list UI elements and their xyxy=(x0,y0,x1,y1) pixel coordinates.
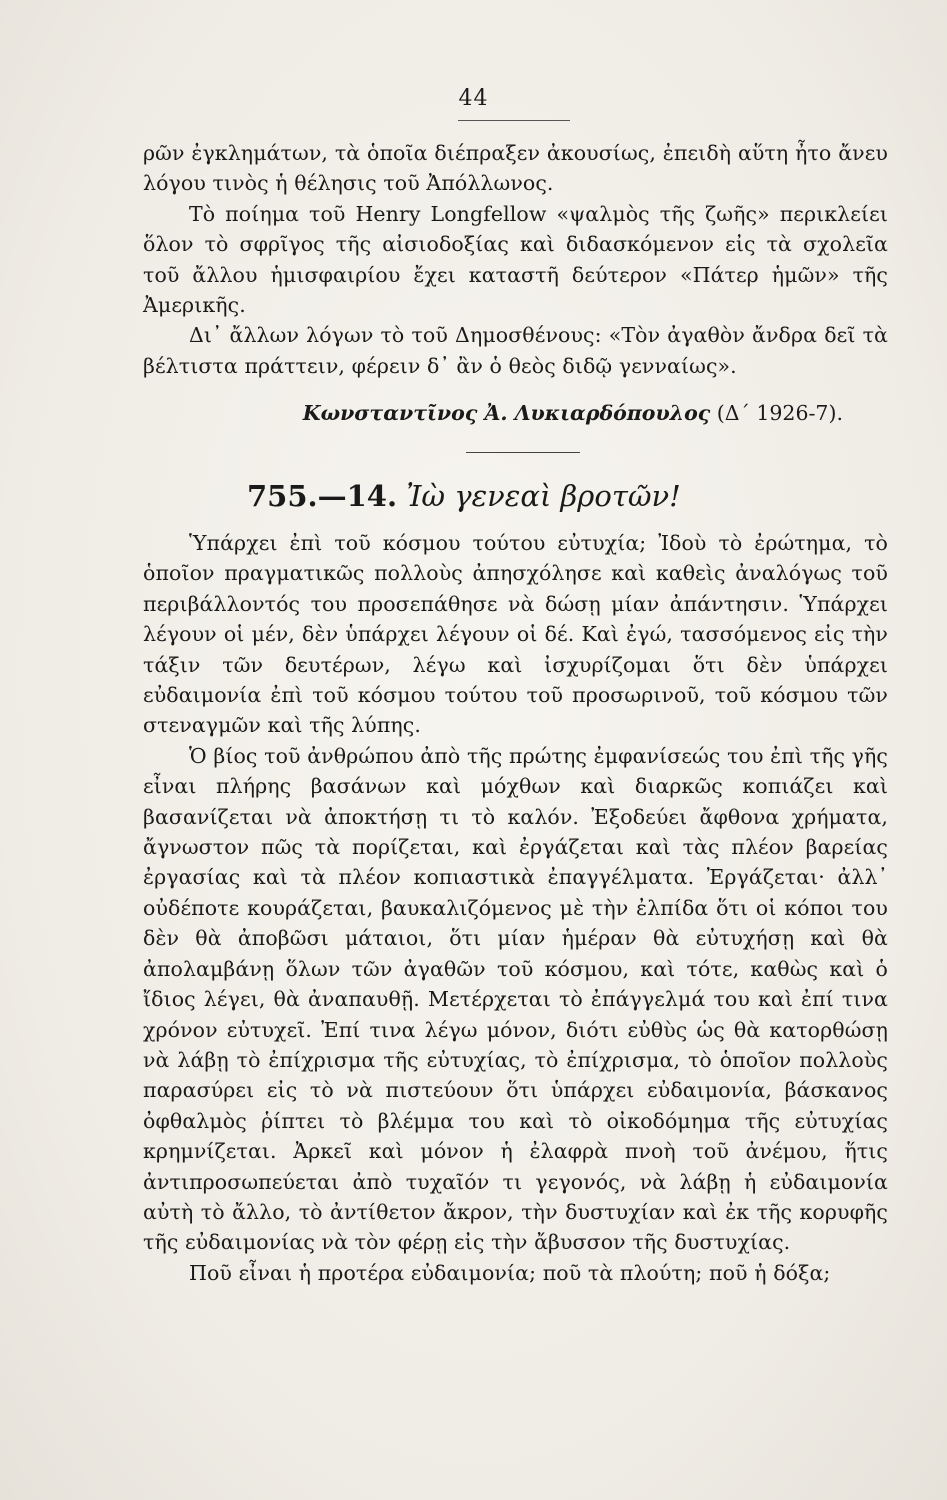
signature-note: (Δ´ 1926-7). xyxy=(716,401,843,425)
signature xyxy=(143,398,843,428)
page-number-rule xyxy=(458,120,570,121)
paragraph-human-life: Ὁ βίος τοῦ ἀνθρώπου ἀπὸ τῆς πρώτης ἐμφανίσεώς του ἐπὶ τῆς γῆς εἶναι πλήρης βασάνων καὶ μόχθων καὶ διαρκῶς κοπιάζει καὶ βασανίζεται νὰ ἀποκτήσῃ τι τὸ καλόν. Ἐξοδεύει ἄφθονα χρήματα, ἄγνωστον πῶς τὰ πορίζεται, καὶ ἐργάζεται καὶ τὰς πλέον βαρείας ἐργασίας καὶ τὰ πλέον κοπιαστικὰ ἐπαγγέλματα. Ἐργάζεται· ἀλλ᾽ οὐδέποτε κουράζεται, βαυκαλιζόμενος μὲ τὴν ἐλπίδα ὅτι οἱ κόποι του δὲν θὰ ἀποβῶσι μάταιοι, ὅτι μίαν ἡμέραν θὰ εὐτυχήσῃ καὶ θὰ ἀπολαμβάνῃ ὅλων τῶν ἀγαθῶν τοῦ κόσμου, καὶ τότε, καθὼς καὶ ὁ ἴδιος λέγει, θὰ ἀναπαυθῇ. Μετέρχεται τὸ ἐπάγγελμά του καὶ ἐπί τινα χρόνον εὐτυχεῖ. Ἐπί τινα λέγω μόνον, διότι εὐθὺς ὡς θὰ κατορθώσῃ νὰ λάβῃ τὸ ἐπίχρισμα τῆς εὐτυχίας, τὸ ἐπίχρισμα, τὸ ὁποῖον πολλοὺς παρασύρει εἰς τὸ νὰ πιστεύουν ὅτι ὑπάρχει εὐδαιμονία, βάσκανος ὀφθαλμὸς ῥίπτει τὸ βλέμμα του καὶ τὸ οἰκοδόμημα τῆς εὐτυχίας κρημνίζεται. Ἀρκεῖ καὶ μόνον ἡ ἐλαφρὰ πνοὴ τοῦ ἀνέμου, ἥτις ἀντιπροσωπεύεται ἀπὸ τυχαῖόν τι γεγονός, νὰ λάβῃ ἡ εὐδαιμονία αὐτὴ τὸ ἄλλο, τὸ ἀντίθετον ἄκρον, τὴν δυστυχίαν καὶ ἐκ τῆς κορυφῆς τῆς εὐδαιμονίας νὰ τὸν φέρῃ εἰς τὴν ἄβυσσον τῆς δυστυχίας. xyxy=(143,743,888,1255)
section-number: 755.—14. xyxy=(247,479,398,513)
paragraph-where-is: Ποῦ εἶναι ἡ προτέρα εὐδαιμονία; ποῦ τὰ πλούτη; ποῦ ἡ δόξα; xyxy=(189,1260,831,1285)
main-text-block xyxy=(143,528,888,1288)
paragraph-longfellow: Τὸ ποίημα τοῦ Henry Longfellow «ψαλμὸς τῆς ζωῆς» περικλείει ὅλον τὸ σφρῖγος τῆς αἰσιοδοξίας καὶ διδασκόμενον εἰς τὰ σχολεῖα τοῦ ἄλλου ἡμισφαιρίου ἔχει καταστῆ δεύτερον «Πάτερ ἡμῶν» τῆς Ἀμερικῆς. xyxy=(143,201,888,318)
section-title: Ἰὼ γενεαὶ βροτῶν! xyxy=(406,479,681,513)
section-heading xyxy=(247,478,681,514)
section-divider xyxy=(466,452,580,453)
signature-author: Κωνσταντῖνος Ἀ. Λυκιαρδόπουλος xyxy=(302,401,711,425)
paragraph-continuation: ρῶν ἐγκλημάτων, τὰ ὁποῖα διέπραξεν ἀκουσίως, ἐπειδὴ αὕτη ἦτο ἄνευ λόγου τινὸς ἡ θέλησις τοῦ Ἀπόλλωνος. xyxy=(143,141,888,196)
paragraph-demosthenes: Δι᾽ ἄλλων λόγων τὸ τοῦ Δημοσθένους: «Τὸν ἀγαθὸν ἄνδρα δεῖ τὰ βέλτιστα πράττειν, φέρειν δ᾽ ἂν ὁ θεὸς διδῷ γενναίως». xyxy=(143,323,888,378)
page-number: 44 xyxy=(458,86,489,111)
top-text-block xyxy=(143,138,888,381)
paragraph-happiness-question: Ὑπάρχει ἐπὶ τοῦ κόσμου τούτου εὐτυχία; Ἰδοὺ τὸ ἐρώτημα, τὸ ὁποῖον πραγματικῶς πολλοὺς ἀπησχόλησε καὶ καθεὶς ἀναλόγως τοῦ περιβάλλοντός του προσεπάθησε νὰ δώσῃ μίαν ἀπάντησιν. Ὑπάρχει λέγουν οἱ μέν, δὲν ὑπάρχει λέγουν οἱ δέ. Καὶ ἐγώ, τασσόμενος εἰς τὴν τάξιν τῶν δευτέρων, λέγω καὶ ἰσχυρίζομαι ὅτι δὲν ὑπάρχει εὐδαιμονία ἐπὶ τοῦ κόσμου τούτου τοῦ προσωρινοῦ, τοῦ κόσμου τῶν στεναγμῶν καὶ τῆς λύπης. xyxy=(143,531,888,738)
